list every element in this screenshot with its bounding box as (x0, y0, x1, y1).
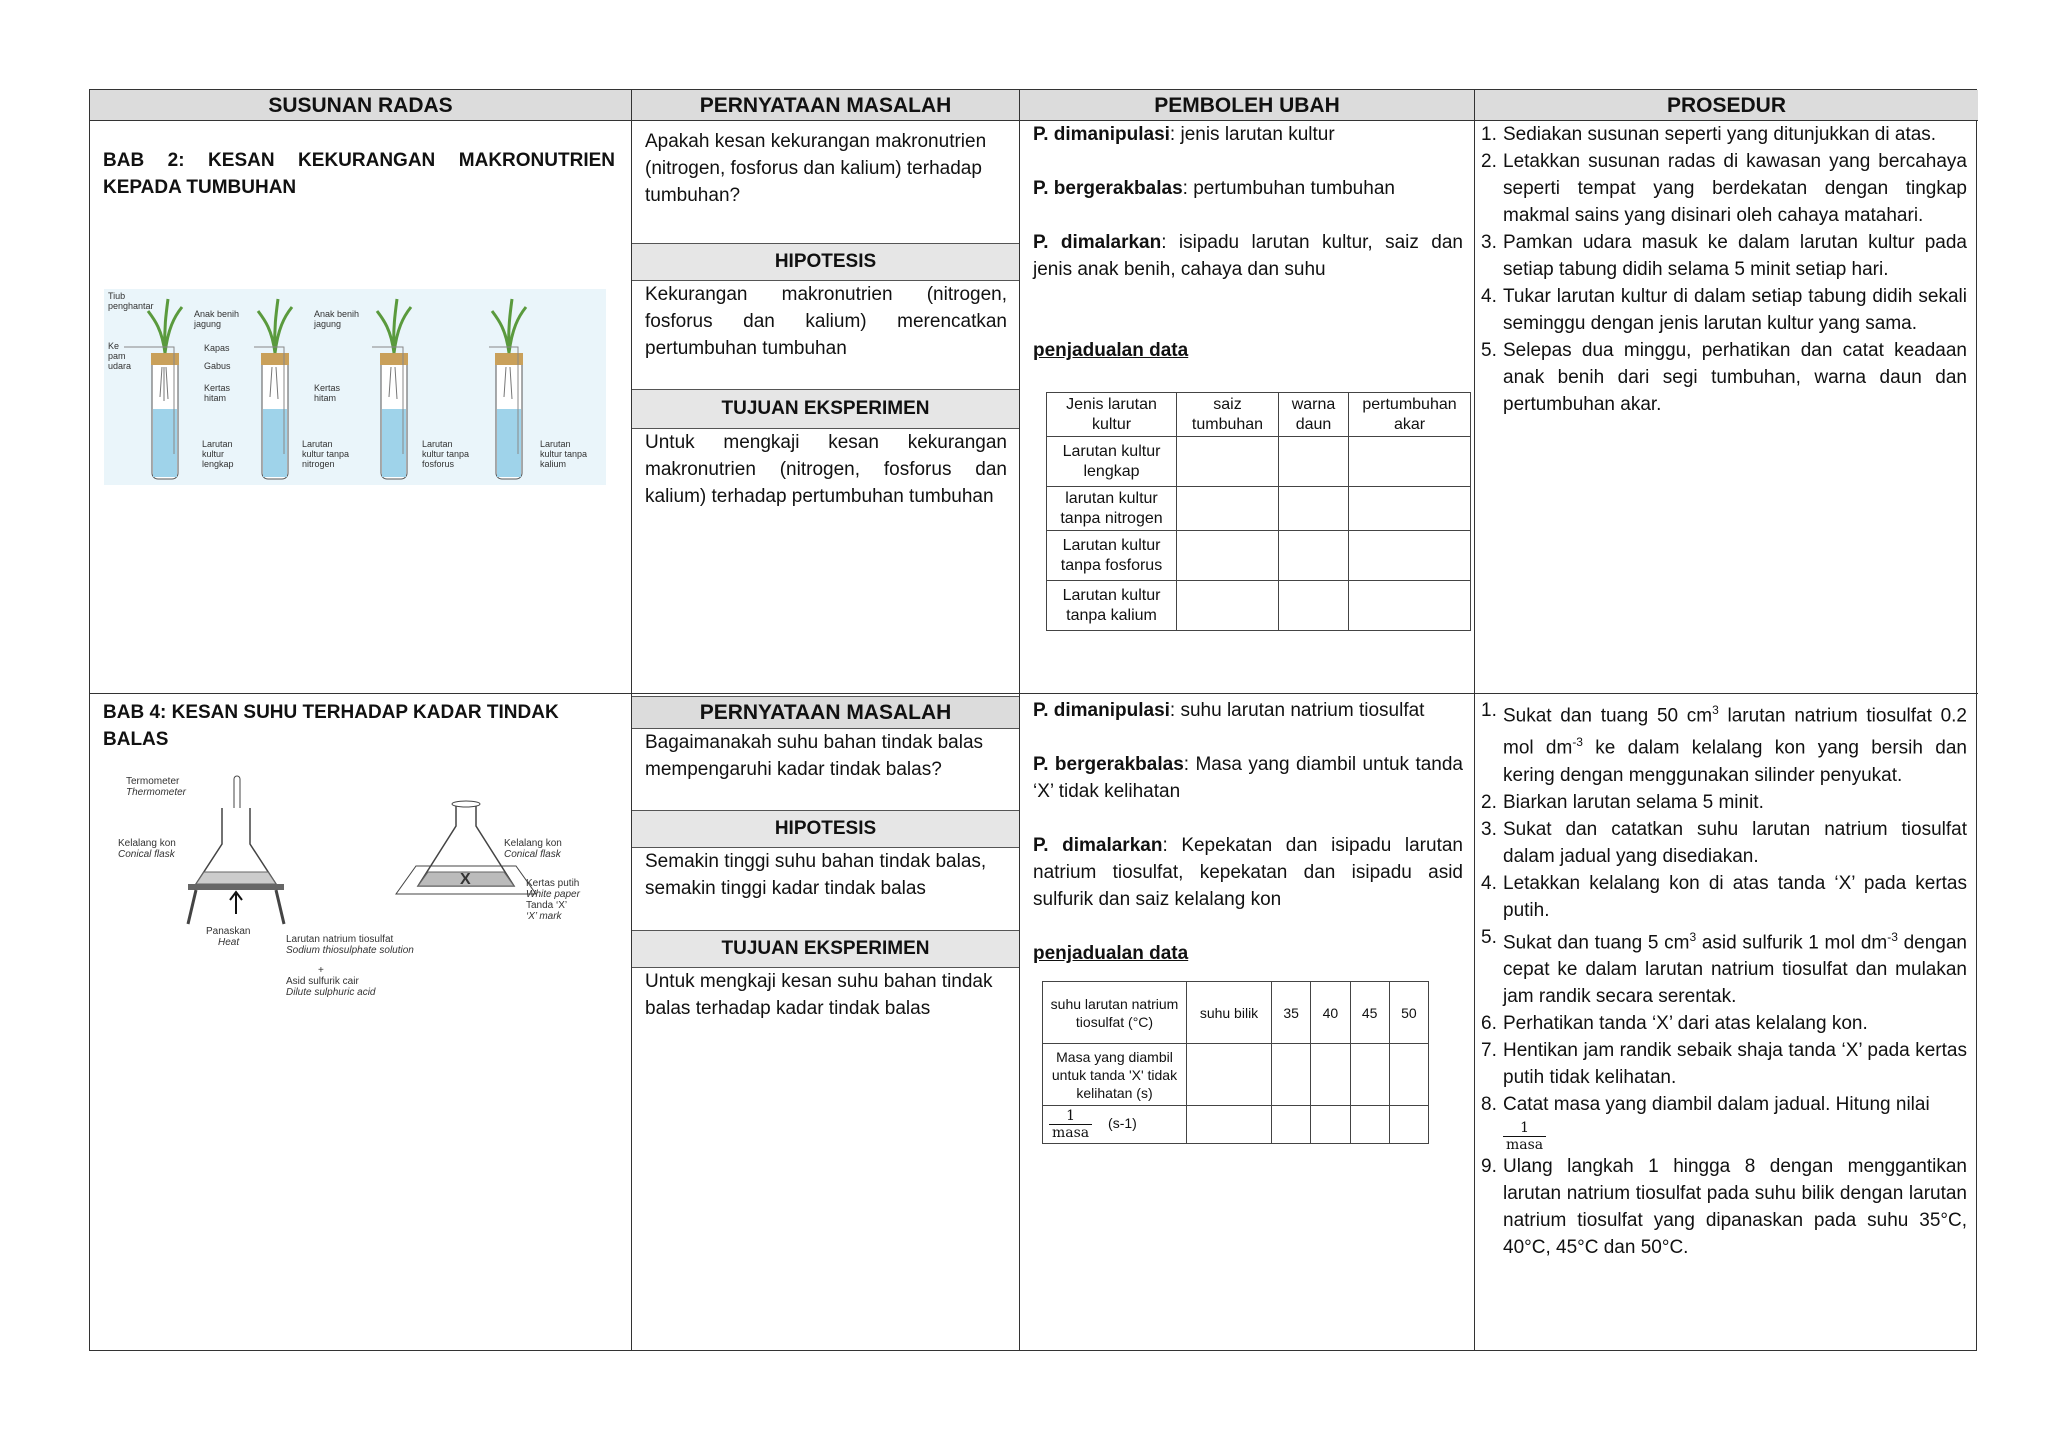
label-larutan-1: Larutan (202, 439, 233, 449)
label-udara: udara (108, 361, 132, 371)
bab2-tujuan: Untuk mengkaji kesan kekurangan makronutrien (nitrogen, fosforus dan kalium) terhadap pertumbuhan tumbuhan (645, 432, 1007, 507)
bab4-th-50: 50 (1389, 982, 1428, 1044)
bab2-dimanipulasi-label: P. dimanipulasi (1033, 124, 1170, 145)
bab2-row-lengkap: Larutan kultur lengkap (1047, 437, 1177, 487)
bab4-step-7: 7. Hentikan jam randik sebaik shaja tanda ‘X’ pada kertas putih tidak kelihatan. (1481, 1039, 1967, 1088)
bab2-step-2-text: Letakkan susunan radas di kawasan yang bercahaya seperti tempat yang berdekatan dengan tingkap makmal sains yang disinari oleh cahaya matahari. (1503, 151, 1967, 226)
label-larutan-2: Larutan (302, 439, 333, 449)
label-white-paper: White paper (526, 889, 580, 900)
bab2-th-saiz: saiz tumbuhan (1177, 393, 1279, 437)
label-conical-flask-1: Conical flask (118, 849, 175, 860)
bab4-step-1-c: ke dalam kelalang kon yang bersih dan kering dengan menggunakan silinder penyukat. (1503, 737, 1967, 786)
bab2-row-fosforus: Larutan kultur tanpa fosforus (1047, 531, 1177, 581)
label-hitam-1: hitam (204, 393, 227, 403)
label-dilute-acid: Dilute sulphuric acid (286, 987, 376, 998)
bab4-tujuan-header: TUJUAN EKSPERIMEN (632, 930, 1019, 968)
bab4-fraction (1049, 1108, 1092, 1141)
bab2-bergerakbalas (1033, 175, 1463, 202)
bab4-step-2-text: Biarkan larutan selama 5 minit. (1503, 791, 1764, 813)
bab2-step-1: 1. Sediakan susunan seperti yang ditunjukkan di atas. (1481, 124, 1937, 145)
bab2-prosedur-list (1481, 121, 1967, 418)
bab4-row-inverse-masa (1043, 1106, 1187, 1144)
bab2-step-4-text: Tukar larutan kultur di dalam setiap tabung didih sekali seminggu dengan jenis larutan kultur yang sama. (1503, 286, 1967, 334)
bab4-th-suhu: suhu larutan natrium tiosulfat (°C) (1043, 982, 1187, 1044)
bab2-data-table (1046, 392, 1471, 631)
label-hitam-2: hitam (314, 393, 337, 403)
label-kultur-1: kultur (202, 449, 225, 459)
label-termometer: Termometer (126, 776, 180, 787)
bab4-dimalarkan-label: P. dimalarkan (1033, 835, 1163, 856)
label-heat: Heat (218, 937, 240, 948)
bab4-step-3: 3. Sukat dan catatkan suhu larutan natrium tiosulfat dalam jadual yang disediakan. (1481, 818, 1967, 867)
label-anak-benih-1: Anak benih (194, 309, 240, 319)
label-kultur-tanpa-4: kultur tanpa (540, 449, 588, 459)
label-kultur-tanpa-3: kultur tanpa (422, 449, 470, 459)
label-pam: pam (108, 351, 126, 361)
label-kertas-putih: Kertas putih (526, 878, 580, 889)
bab4-step-5: 5. Sukat dan tuang 5 $cm^3$ asid sulfurik 1 mol $dm^{-3}$ dengan cepat ke dalam larutan natrium tiosulfat dan mulakan jam randik secara serentak. (1481, 926, 1967, 1007)
label-jagung-2: jagung (314, 319, 342, 329)
header-pemboleh-ubah: PEMBOLEH UBAH (1020, 90, 1474, 121)
label-panaskan: Panaskan (206, 926, 251, 937)
bab4-th-45: 45 (1350, 982, 1389, 1044)
label-asid-sulfurik: Asid sulfurik cair (286, 976, 359, 987)
label-kultur-tanpa-2: kultur tanpa (302, 449, 350, 459)
bab4-dimanipulasi-label: P. dimanipulasi (1033, 700, 1170, 721)
bab2-dimanipulasi (1033, 121, 1463, 148)
bab2-step-2: 2. Letakkan susunan radas di kawasan yang bercahaya seperti tempat yang berdekatan dengan tingkap makmal sains yang disinari oleh cahaya matahari. (1481, 151, 1967, 226)
label-ke: Ke (108, 341, 120, 351)
bab4-inverse-unit: (s-1) (1108, 1115, 1137, 1132)
label-kertas-2: Kertas (314, 383, 341, 393)
bab4-step-7-text: Hentikan jam randik sebaik shaja tanda ‘X’ pada kertas putih tidak kelihatan. (1503, 1039, 1967, 1088)
bab4-apparatus-diagram (118, 774, 586, 956)
bab2-step-5-text: Selepas dua minggu, perhatikan dan catat keadaan anak benih dari segi tumbuhan, warna daun dan pertumbuhan akar. (1503, 340, 1967, 415)
label-anak-benih-2: Anak benih (314, 309, 360, 319)
label-sodium-solution: Sodium thiosulphate solution (286, 945, 414, 956)
label-fosforus: fosforus (422, 459, 455, 469)
column-pernyataan-masalah (632, 90, 1020, 1350)
label-kelalang-kon-1: Kelalang kon (118, 838, 176, 849)
bab2-step-1-text: Sediakan susunan seperti yang ditunjukkan di atas. (1503, 124, 1937, 145)
bab4-step-2: 2. Biarkan larutan selama 5 minit. (1481, 791, 1764, 813)
bab2-th-jenis: Jenis larutan kultur (1047, 393, 1177, 437)
bab2-dimalarkan (1033, 229, 1463, 283)
bab2-dimalarkan-label: P. dimalarkan (1033, 232, 1162, 253)
bab4-data-table (1042, 981, 1429, 1144)
bab4-step-6: 6. Perhatikan tanda ‘X’ dari atas kelalang kon. (1481, 1012, 1868, 1034)
bab2-penjadualan-label (1033, 337, 1188, 364)
bab4-row-masa: Masa yang diambil untuk tanda 'X' tidak kelihatan (s) (1043, 1044, 1187, 1106)
column-pemboleh-ubah (1020, 90, 1475, 1350)
column-prosedur (1475, 90, 1978, 1350)
bab2-row-nitrogen: larutan kultur tanpa nitrogen (1047, 487, 1177, 531)
bab2-hipotesis: Kekurangan makronutrien (nitrogen, fosforus dan kalium) merencatkan pertumbuhan tumbuhan (645, 284, 1007, 359)
bab2-step-4: 4. Tukar larutan kultur di dalam setiap tabung didih sekali seminggu dengan jenis larutan kultur yang sama. (1481, 286, 1967, 334)
label-lengkap: lengkap (202, 459, 234, 469)
bab2-bergerakbalas-label: P. bergerakbalas (1033, 178, 1183, 199)
bab4-bergerakbalas-label: P. bergerakbalas (1033, 754, 1184, 775)
bab4-bergerakbalas (1033, 751, 1463, 805)
bab4-dimalarkan (1033, 832, 1463, 913)
bab4-diagram-extra-labels (286, 965, 376, 998)
bab4-penjadualan-label (1033, 940, 1188, 967)
bab4-step-5-b: asid sulfurik 1 mol dm (1696, 931, 1888, 953)
fraction-denominator: masa (1052, 1125, 1090, 1141)
experiment-sheet (89, 89, 1977, 1351)
bab4-step-8-fraction (1503, 1120, 1546, 1153)
bab2-step-3: 3. Pamkan udara masuk ke dalam larutan kultur pada setiap tabung didih selama 5 minit setiap hari. (1481, 232, 1967, 280)
fraction-numerator: 1 (1049, 1108, 1092, 1125)
bab4-th-35: 35 (1272, 982, 1311, 1044)
bab4-step-8-text: Catat masa yang diambil dalam jadual. Hitung nilai (1503, 1093, 1930, 1115)
bab4-dimalarkan-value: : Kepekatan dan isipadu larutan natrium tiosulfat, kepekatan dan isipadu asid sulfurik dan saiz kelalang kon (1033, 835, 1463, 910)
bab4-step-1-b: larutan natrium tiosulfat 0.2 mol dm (1503, 705, 1967, 759)
bab2-bergerakbalas-value: : pertumbuhan tumbuhan (1182, 178, 1395, 199)
bab4-hipotesis: Semakin tinggi suhu bahan tindak balas, semakin tinggi kadar tindak balas (645, 851, 987, 899)
label-nitrogen: nitrogen (302, 459, 335, 469)
bab4-step-5-a: Sukat dan tuang 5 cm (1503, 931, 1690, 953)
label-larutan-4: Larutan (540, 439, 571, 449)
step-8-numerator: 1 (1503, 1120, 1546, 1137)
bab4-th-suhu-bilik: suhu bilik (1187, 982, 1272, 1044)
bab2-penjadualan-text: penjadualan data (1033, 340, 1189, 361)
bab2-title: BAB 2: KESAN KEKURANGAN MAKRONUTRIEN KEPADA TUMBUHAN (103, 150, 615, 198)
bab2-tujuan-header: TUJUAN EKSPERIMEN (632, 389, 1019, 429)
bab4-tujuan: Untuk mengkaji kesan suhu bahan tindak balas terhadap kadar tindak balas (645, 971, 993, 1019)
row-divider (90, 693, 1978, 694)
bab4-step-1: 1. Sukat dan tuang 50 $cm^3$ larutan natrium tiosulfat 0.2 mol $dm^{-3}$ ke dalam kelalang kon yang bersih dan kering dengan menggunakan silinder penyukat. (1481, 700, 1967, 786)
bab2-row-kalium: Larutan kultur tanpa kalium (1047, 581, 1177, 631)
label-penghantar: penghantar (108, 301, 154, 311)
label-kapas: Kapas (204, 343, 230, 353)
step-8-denominator: masa (1506, 1136, 1544, 1153)
bab4-title: BAB 4: KESAN SUHU TERHADAP KADAR TINDAK BALAS (103, 702, 559, 750)
bab4-dimanipulasi-value: : suhu larutan natrium tiosulfat (1169, 700, 1425, 721)
bab4-step-1-sup: 3 (1712, 703, 1719, 717)
bab2-apparatus-diagram (104, 289, 606, 485)
bab4-step-1-a: Sukat dan tuang 50 cm (1503, 705, 1713, 727)
column-susunan-radas (90, 90, 632, 1350)
label-conical-flask-2: Conical flask (504, 849, 561, 860)
bab2-step-3-text: Pamkan udara masuk ke dalam larutan kultur pada setiap tabung didih selama 5 minit setiap hari. (1503, 232, 1967, 280)
label-larutan-3: Larutan (422, 439, 453, 449)
label-plus: + (318, 965, 324, 976)
bab4-step-6-text: Perhatikan tanda ‘X’ dari atas kelalang kon. (1503, 1012, 1868, 1034)
header-pernyataan-masalah: PERNYATAAN MASALAH (632, 90, 1019, 121)
label-x-mark: X (460, 871, 471, 888)
bab4-step-9-text: Ulang langkah 1 hingga 8 dengan menggantikan larutan natrium tiosulfat pada suhu bilik dengan larutan natrium tiosulfat yang dipanaskan pada suhu 35°C, 40°C, 45°C dan 50°C. (1503, 1155, 1967, 1258)
bab4-step-4-text: Letakkan kelalang kon di atas tanda ‘X’ pada kertas putih. (1503, 872, 1967, 921)
bab4-step-8: 8. Catat masa yang diambil dalam jadual. Hitung nilai $\frac{1}{\text{masa}}$ (1481, 1093, 1930, 1153)
label-tiub: Tiub (108, 291, 126, 301)
bab4-step-3-text: Sukat dan catatkan suhu larutan natrium tiosulfat dalam jadual yang disediakan. (1503, 818, 1967, 867)
bab4-step-5-sup2: -3 (1887, 929, 1898, 944)
bab4-step-9: 9. Ulang langkah 1 hingga 8 dengan menggantikan larutan natrium tiosulfat pada suhu bilik dengan larutan natrium tiosulfat yang dipanaskan pada suhu 35°C, 40°C, 45°C dan 50°C. (1481, 1155, 1967, 1258)
bab2-pernyataan-masalah: Apakah kesan kekurangan makronutrien (nitrogen, fosforus dan kalium) terhadap tumbuhan? (645, 131, 987, 206)
label-thermometer: Thermometer (126, 787, 187, 798)
header-prosedur: PROSEDUR (1475, 90, 1978, 121)
bab4-th-40: 40 (1311, 982, 1350, 1044)
header-susunan-radas: SUSUNAN RADAS (90, 90, 631, 121)
bab2-hipotesis-header: HIPOTESIS (632, 243, 1019, 281)
bab4-bergerakbalas-value: : Masa yang diambil untuk tanda ‘X’ tidak kelihatan (1033, 754, 1463, 802)
bab4-step-1-sup2: -3 (1572, 735, 1583, 750)
bab4-pernyataan-header: PERNYATAAN MASALAH (632, 696, 1019, 729)
bab4-step-5-c: dengan cepat ke dalam larutan natrium tiosulfat dan mulakan jam randik secara serentak. (1503, 931, 1967, 1007)
label-x-mark-en: ‘X’ mark (526, 911, 562, 922)
label-tanda-x: Tanda ‘X’ (526, 900, 568, 911)
bab4-dimanipulasi (1033, 697, 1463, 724)
label-kalium: kalium (540, 459, 567, 469)
bab4-prosedur-list (1481, 697, 1967, 1261)
label-jagung-1: jagung (194, 319, 222, 329)
label-kelalang-kon-2: Kelalang kon (504, 838, 562, 849)
bab2-step-5: 5. Selepas dua minggu, perhatikan dan catat keadaan anak benih dari segi tumbuhan, warna daun dan pertumbuhan akar. (1481, 340, 1967, 415)
bab2-dimalarkan-value: : isipadu larutan kultur, saiz dan jenis anak benih, cahaya dan suhu (1033, 232, 1463, 280)
label-gabus: Gabus (204, 361, 231, 371)
bab4-step-4: 4. Letakkan kelalang kon di atas tanda ‘X’ pada kertas putih. (1481, 872, 1967, 921)
bab2-th-warna: warna daun (1279, 393, 1349, 437)
bab4-pernyataan-masalah: Bagaimanakah suhu bahan tindak balas mempengaruhi kadar tindak balas? (645, 732, 984, 780)
bab2-dimanipulasi-value: : jenis larutan kultur (1169, 124, 1335, 145)
label-kertas-1: Kertas (204, 383, 231, 393)
bab2-th-akar: pertumbuhan akar (1349, 393, 1471, 437)
bab4-penjadualan-text: penjadualan data (1033, 943, 1189, 964)
label-larutan-natrium: Larutan natrium tiosulfat (286, 934, 394, 945)
bab4-step-5-sup: 3 (1689, 929, 1697, 944)
bab4-hipotesis-header: HIPOTESIS (632, 810, 1019, 848)
